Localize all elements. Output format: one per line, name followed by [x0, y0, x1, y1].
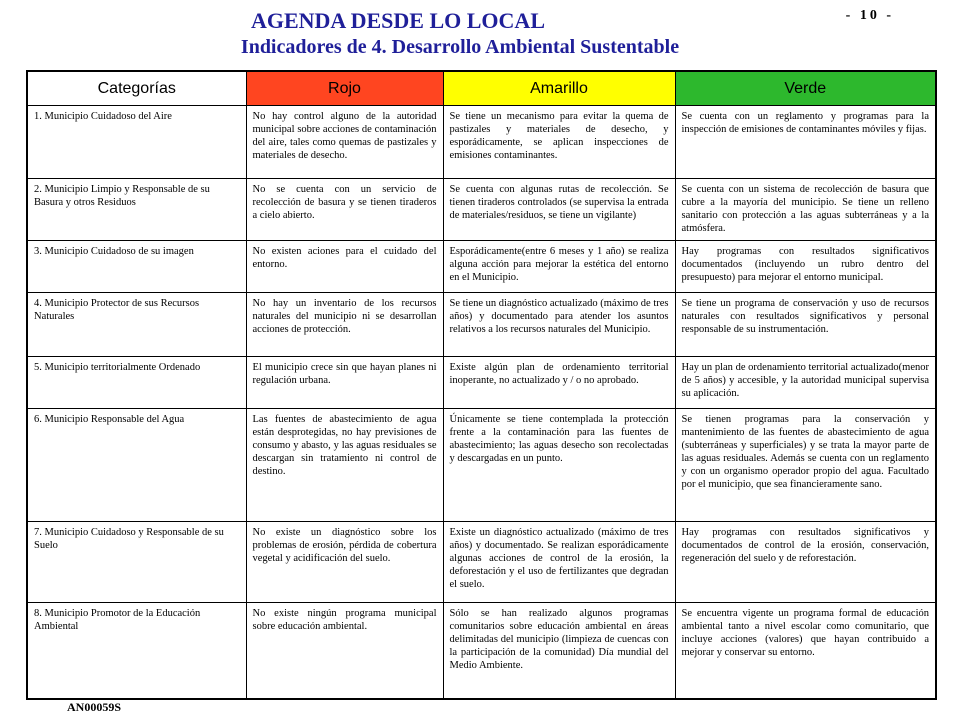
page-subtitle: Indicadores de 4. Desarrollo Ambiental Sustentable [240, 36, 680, 58]
indicators-table [26, 70, 937, 700]
table-row [27, 240, 936, 292]
cell-rojo: No existe un diagnóstico sobre los problemas de erosión, pérdida de cobertura vegetal y acidificación del suelo. [246, 521, 443, 602]
cell-verde: Hay programas con resultados significativos documentados (incluyendo un rubro dentro del presupuesto) para mejorar el entorno municipal. [675, 240, 936, 292]
table-row [27, 106, 936, 179]
cell-categoria: 6. Municipio Responsable del Agua [27, 409, 246, 522]
cell-amarillo: Únicamente se tiene contemplada la protección frente a la contaminación para las fuentes de abastecimiento; las aguas desecho son recolectadas y descargadas en un punto. [443, 409, 675, 522]
cell-rojo: No existe ningún programa municipal sobre educación ambiental. [246, 603, 443, 699]
cell-rojo: No se cuenta con un servicio de recolección de basura y se tienen tiraderos a cielo abierto. [246, 179, 443, 241]
cell-categoria: 1. Municipio Cuidadoso del Aire [27, 106, 246, 179]
cell-amarillo: Esporádicamente(entre 6 meses y 1 año) se realiza alguna acción para mejorar la estética del entorno en el Municipio. [443, 240, 675, 292]
cell-rojo: Las fuentes de abastecimiento de agua están desprotegidas, no hay previsiones de consumo y abasto, y las aguas residuales se descargan sin tratamiento ni control de destino. [246, 409, 443, 522]
cell-rojo: No existen aciones para el cuidado del entorno. [246, 240, 443, 292]
header-amarillo: Amarillo [443, 71, 675, 106]
cell-rojo: No hay un inventario de los recursos naturales del municipio ni se desarrollan acciones de protección. [246, 292, 443, 356]
cell-amarillo: Existe algún plan de ordenamiento territorial inoperante, no actualizado y / o no aprobado. [443, 356, 675, 409]
cell-verde: Hay programas con resultados significativos y documentados de control de la erosión, conservación, regeneración del suelo y de reforestación. [675, 521, 936, 602]
table-row [27, 603, 936, 699]
cell-verde: Se tienen programas para la conservación y mantenimiento de las fuentes de abastecimiento de agua (subterráneas y superficiales) y se trata la mayor parte de las aguas residuales. Además se cuenta con un reglamento y con un organismo operador propio del agua. Facultado por el municipio, que sea financieramente sano. [675, 409, 936, 522]
header-categorias: Categorías [27, 71, 246, 106]
cell-categoria: 7. Municipio Cuidadoso y Responsable de su Suelo [27, 521, 246, 602]
cell-verde: Se cuenta con un sistema de recolección de basura que cubre a la mayoría del municipio. Se tiene un relleno sanitario con protección a las aguas subterráneas y a la atmósfera. [675, 179, 936, 241]
header-rojo: Rojo [246, 71, 443, 106]
cell-amarillo: Se tiene un diagnóstico actualizado (máximo de tres años) y documentado para atender los asuntos relativos a los recursos naturales del Municipio. [443, 292, 675, 356]
cell-amarillo: Existe un diagnóstico actualizado (máximo de tres años) y documentado. Se realizan esporádicamente algunas acciones de control de la erosión, la deforestación y el uso de fertilizantes que degradan el suelo. [443, 521, 675, 602]
page-title: AGENDA DESDE LO LOCAL [250, 8, 545, 33]
cell-categoria: 3. Municipio Cuidadoso de su imagen [27, 240, 246, 292]
cell-verde: Se tiene un programa de conservación y uso de recursos naturales con resultados significativos y personal responsable de su instrumentación. [675, 292, 936, 356]
cell-amarillo: Sólo se han realizado algunos programas comunitarios sobre educación ambiental en áreas delimitadas del municipio (limpieza de cuencas con la participación de la comunidad) Día mundial del Medio Ambiente. [443, 603, 675, 699]
cell-rojo: No hay control alguno de la autoridad municipal sobre acciones de contaminación del aire, tales como quemas de pastizales y materiales de desecho. [246, 106, 443, 179]
cell-categoria: 2. Municipio Limpio y Responsable de su Basura y otros Residuos [27, 179, 246, 241]
cell-amarillo: Se cuenta con algunas rutas de recolección. Se tienen tiraderos controlados (se supervisa la entrada de materiales/residuos, se tiene un vigilante) [443, 179, 675, 241]
cell-verde: Se cuenta con un reglamento y programas para la inspección de emisiones de contaminantes móviles y fijas. [675, 106, 936, 179]
table-row [27, 521, 936, 602]
table-row [27, 356, 936, 409]
cell-categoria: 8. Municipio Promotor de la Educación Ambiental [27, 603, 246, 699]
cell-amarillo: Se tiene un mecanismo para evitar la quema de pastizales y materiales de desecho, y esporádicamente, se aplican inspecciones de emisiones contaminantes. [443, 106, 675, 179]
cell-categoria: 5. Municipio territorialmente Ordenado [27, 356, 246, 409]
header-verde: Verde [675, 71, 936, 106]
document-code: AN00059S [67, 700, 122, 714]
page-number: - 10 - [845, 8, 894, 23]
table-row [27, 179, 936, 241]
cell-rojo: El municipio crece sin que hayan planes ni regulación urbana. [246, 356, 443, 409]
cell-categoria: 4. Municipio Protector de sus Recursos Naturales [27, 292, 246, 356]
table-row [27, 409, 936, 522]
header-row [27, 71, 936, 106]
cell-verde: Hay un plan de ordenamiento territorial actualizado(menor de 5 años) y accesible, y la autoridad municipal supervisa su aplicación. [675, 356, 936, 409]
cell-verde: Se encuentra vigente un programa formal de educación ambiental tanto a nivel escolar como comunitario, que incluye acciones (valores) que hayan contribuido a mejorar y conservar su entorno. [675, 603, 936, 699]
table-row [27, 292, 936, 356]
